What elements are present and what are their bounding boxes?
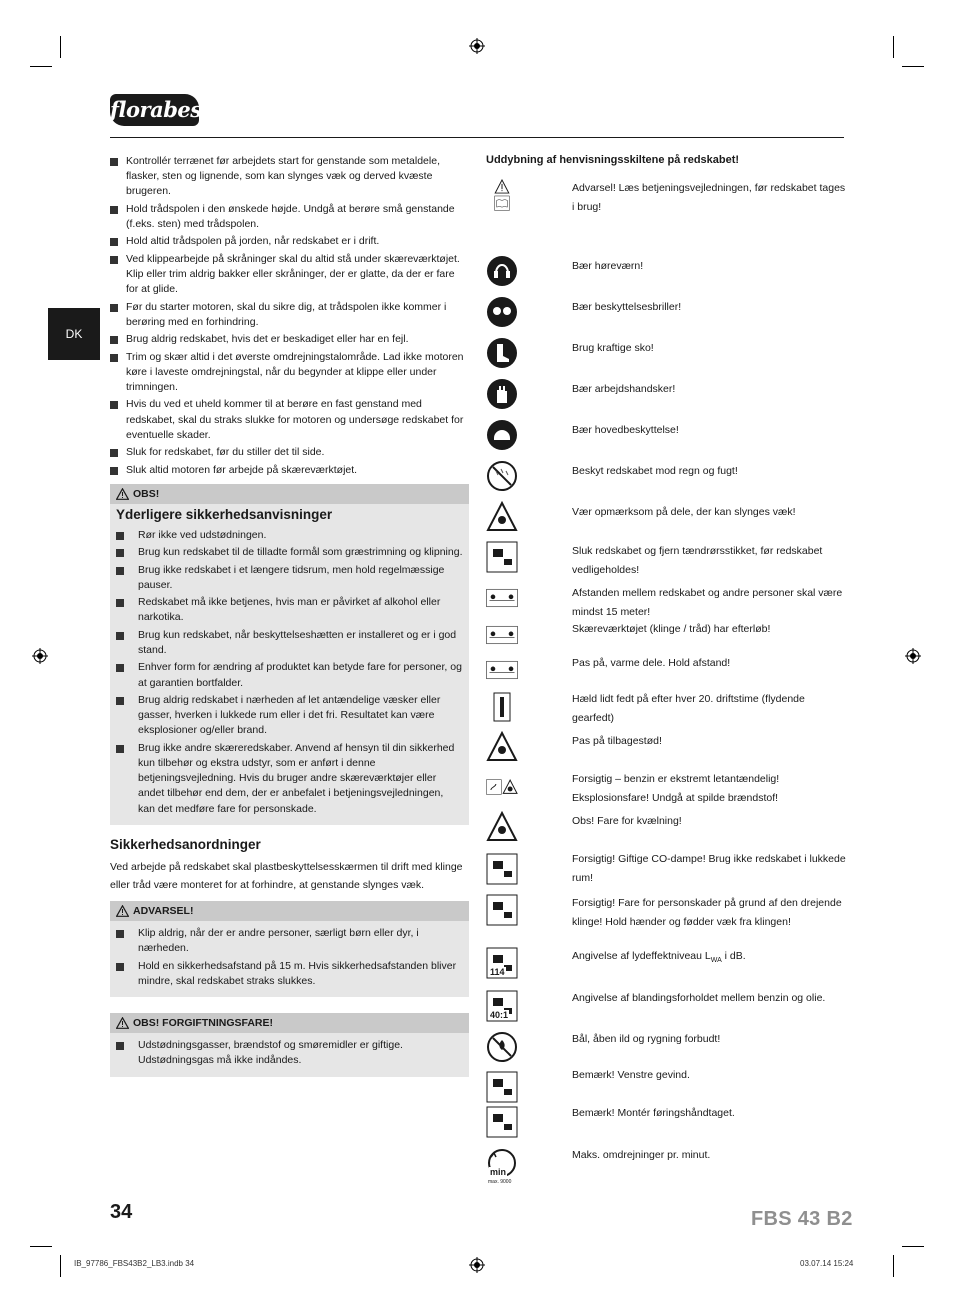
safety-bullets (110, 154, 469, 478)
language-tab: DK (48, 308, 100, 360)
list-item: Før du starter motoren, skal du sikre dig, at trådspolen ikke kommer i berøring med en forhindring. (110, 300, 469, 330)
symbol-text: Bær beskyttelsesbriller! (572, 301, 682, 313)
symbol-label: 114 (490, 967, 505, 977)
list-item: Brug kun redskabet, når beskyttelseshætten er installeret og er i god stand. (116, 628, 463, 658)
registration-mark-icon (32, 648, 48, 664)
distance-15m-icon (486, 582, 518, 614)
symbol-text: Sluk redskabet og fjern tændrørsstikket, før redskabet vedligeholdes! (572, 545, 823, 576)
model-name: FBS 43 B2 (751, 1208, 853, 1230)
subscript: WA (710, 957, 722, 965)
symbol-label: 40:1 (490, 1010, 509, 1020)
registration-mark-icon (905, 648, 921, 664)
guide-handle-icon (486, 1106, 518, 1138)
left-thread-icon (486, 1071, 518, 1103)
symbol-text: Forsigtig – benzin er ekstremt letantændelig! Eksplosionsfare! Undgå at spilde brændstof! (572, 773, 780, 804)
symbol-text: Brug kraftige sko! (572, 342, 654, 354)
symbol-text: Forsigtig! Fare for personskader på grund af den drejende klinge! Hold hænder og fødder væk fra klingen! (572, 897, 842, 928)
rotating-blade-icon (486, 894, 518, 926)
list-item: Hold altid trådspolen på jorden, når redskabet er i drift. (110, 234, 469, 249)
list-item: Brug ikke redskabet i et længere tidsrum, men hold regelmæssige pauser. (116, 563, 463, 593)
list-item: Enhver form for ændring af produktet kan betyde fare for personer, og at garantien bortfalder. (116, 660, 463, 690)
box-header (110, 901, 469, 921)
list-item: Brug kun redskabet til de tilladte formål som græstrimning og klipning. (116, 545, 463, 560)
box-label: OBS! FORGIFTNINGSFARE! (133, 1017, 273, 1030)
box-label: ADVARSEL! (133, 904, 194, 917)
symbol-text: Pas på, varme dele. Hold afstand! (572, 657, 731, 669)
symbol-label: min (490, 1167, 507, 1177)
list-item: Hold trådspolen i den ønskede højde. Undgå at berøre små genstande (f.eks. sten) med trådspolen. (110, 202, 469, 232)
crop-mark (902, 66, 924, 67)
symbol-text: Afstanden mellem redskabet og andre personer skal være mindst 15 meter! (572, 587, 843, 618)
warning-triangle-icon (116, 1017, 129, 1029)
section-text: Ved arbejde på redskabet skal plastbeskyttelsesskærmen til drift med klinge eller tråd være monteret for at forhindre, at genstande slynges væk. (110, 860, 463, 892)
warning-manual-icon (486, 179, 518, 211)
safety-boots-icon (486, 337, 518, 369)
crop-mark (902, 1246, 924, 1247)
symbol-text: Bær arbejdshandsker! (572, 383, 676, 395)
box-label: OBS! (133, 487, 160, 500)
header-rule (110, 137, 844, 138)
symbol-text: Pas på tilbagestød! (572, 735, 662, 747)
poison-box (110, 1013, 469, 1077)
page-number: 34 (110, 1201, 133, 1223)
right-column (486, 154, 846, 1185)
work-gloves-icon (486, 378, 518, 410)
grease-icon (486, 691, 518, 723)
ear-protection-icon (486, 255, 518, 287)
section-title: Yderligere sikkerhedsanvisninger (116, 506, 333, 522)
registration-mark-icon (469, 1257, 485, 1273)
symbol-text: Skæreværktøjet (klinge / tråd) har efterløb! (572, 623, 771, 635)
list-item: Klip aldrig, når der er andre personer, særligt børn eller dyr, i nærheden. (116, 926, 463, 956)
symbol-text: Bær hovedbeskyttelse! (572, 424, 679, 436)
list-item: Hvis du ved et uheld kommer til at berøre en fast genstand med redskabet, skal du straks slukke for motoren og undersøge redskabet for eventuelle skader. (110, 397, 469, 443)
symbol-text: Hæld lidt fedt på efter hver 20. driftstime (flydende gearfedt) (572, 693, 805, 724)
list-item: Brug aldrig redskabet, hvis det er beskadiget eller har en fejl. (110, 332, 469, 347)
symbol-text: Vær opmærksom på dele, der kan slynges væk! (572, 506, 796, 518)
max-rpm-icon (486, 1147, 518, 1185)
list-item: Kontrollér terrænet før arbejdets start for genstande som metaldele, flasker, sten og lignende, som kan slynges væk og derved kvæste brugeren. (110, 154, 469, 200)
box-list (110, 528, 469, 817)
no-fire-icon (486, 1031, 518, 1063)
symbol-text: Bemærk! Montér føringshåndtaget. (572, 1107, 735, 1119)
symbol-text: Beskyt redskabet mod regn og fugt! (572, 465, 738, 477)
symbol-text: Obs! Fare for kvælning! (572, 815, 682, 827)
symbol-text: Angivelse af lydeffektniveau $L_{WA}$ i dB. (572, 950, 746, 965)
spark-plug-icon (486, 541, 518, 573)
box-header (110, 484, 469, 504)
suffocation-icon (486, 811, 518, 843)
no-rain-icon (486, 460, 518, 492)
list-item: Trim og skær altid i det øverste omdrejningstalområde. Lad ikke motoren køre i laveste omdrejningstal, når du begynder at klippe eller under trimningen. (110, 350, 469, 396)
crop-mark (60, 36, 61, 58)
crop-mark (60, 1255, 61, 1277)
flying-debris-icon (486, 501, 518, 533)
symbol-text: Angivelse af blandingsforholdet mellem benzin og olie. (572, 992, 826, 1004)
co-gas-icon (486, 853, 518, 885)
symbol-text: Forsigtig! Giftige CO-dampe! Brug ikke redskabet i lukkede rum! (572, 853, 846, 884)
list-item: Sluk altid motoren før arbejde på skæreværktøjet. (110, 463, 469, 478)
symbol-text: Bær høreværn! (572, 260, 644, 272)
florabest-logo: florabest (110, 94, 199, 126)
symbol-text: Bål, åben ild og rygning forbudt! (572, 1033, 721, 1045)
list-item: Rør ikke ved udstødningen. (116, 528, 463, 543)
left-column (110, 154, 469, 1077)
box-list (110, 1033, 469, 1068)
registration-mark-icon (469, 38, 485, 54)
symbol-text: Maks. omdrejninger pr. minut. (572, 1149, 711, 1161)
advarsel-box (110, 901, 469, 997)
list-item: Ved klippearbejde på skråninger skal du altid stå under skæreværktøjet. Klip eller trim aldrig bakker eller skråninger, der er glatte, da der er fare for at glide. (110, 252, 469, 298)
list-item: Udstødningsgasser, brændstof og smøremidler er giftige. Udstødningsgas må ikke indåndes. (116, 1038, 463, 1068)
list-item: Redskabet må ikke betjenes, hvis man er påvirket af alkohol eller narkotika. (116, 595, 463, 625)
sound-power-icon (486, 947, 518, 979)
helmet-icon (486, 419, 518, 451)
fuel-mix-icon (486, 990, 518, 1022)
list-item: Sluk for redskabet, før du stiller det til side. (110, 445, 469, 460)
crop-mark (30, 66, 52, 67)
box-header (110, 1013, 469, 1033)
crop-mark (893, 1255, 894, 1277)
hot-surface-icon (486, 654, 518, 686)
list-item: Brug aldrig redskabet i nærheden af let antændelige væsker eller gasser, hverken i lukkede rum eller i det fri. Resultatet kan være eksplosioner og/eller brand. (116, 693, 463, 739)
box-list (110, 921, 469, 989)
list-item: Hold en sikkerhedsafstand på 15 m. Hvis sikkerhedsafstanden bliver mindre, skal redskabet straks slukkes. (116, 959, 463, 989)
section-title: Sikkerhedsanordninger (110, 836, 261, 852)
warning-triangle-icon (116, 905, 129, 917)
symbol-text: Advarsel! Læs betjeningsvejledningen, før redskabet tages i brug! (572, 182, 846, 213)
file-info: IB_97786_FBS43B2_LB3.indb 34 (74, 1259, 195, 1268)
flammable-explosive-icon (486, 771, 518, 803)
crop-mark (30, 1246, 52, 1247)
kickback-icon (486, 731, 518, 763)
print-timestamp: 03.07.14 15:24 (800, 1259, 854, 1268)
symbol-sub-label: max. 9000 (488, 1179, 512, 1185)
safety-goggles-icon (486, 296, 518, 328)
crop-mark (893, 36, 894, 58)
obs-box (110, 484, 469, 825)
symbols-title: Uddybning af henvisningsskiltene på redskabet! (486, 154, 740, 166)
list-item: Brug ikke andre skæreredskaber. Anvend af hensyn til din sikkerhed kun tilbehør og ekstra udstyr, som er anført i denne betjeningsvejledning. Hvis du bruger andre skæreværktøjer eller andet tilbehør end dem, der er anbefalet i betjeningsvejledningen, kan det medføre fare for personskade. (116, 741, 463, 817)
symbol-text: Bemærk! Venstre gevind. (572, 1069, 690, 1081)
cutting-tool-icon (486, 619, 518, 651)
warning-triangle-icon (116, 488, 129, 500)
